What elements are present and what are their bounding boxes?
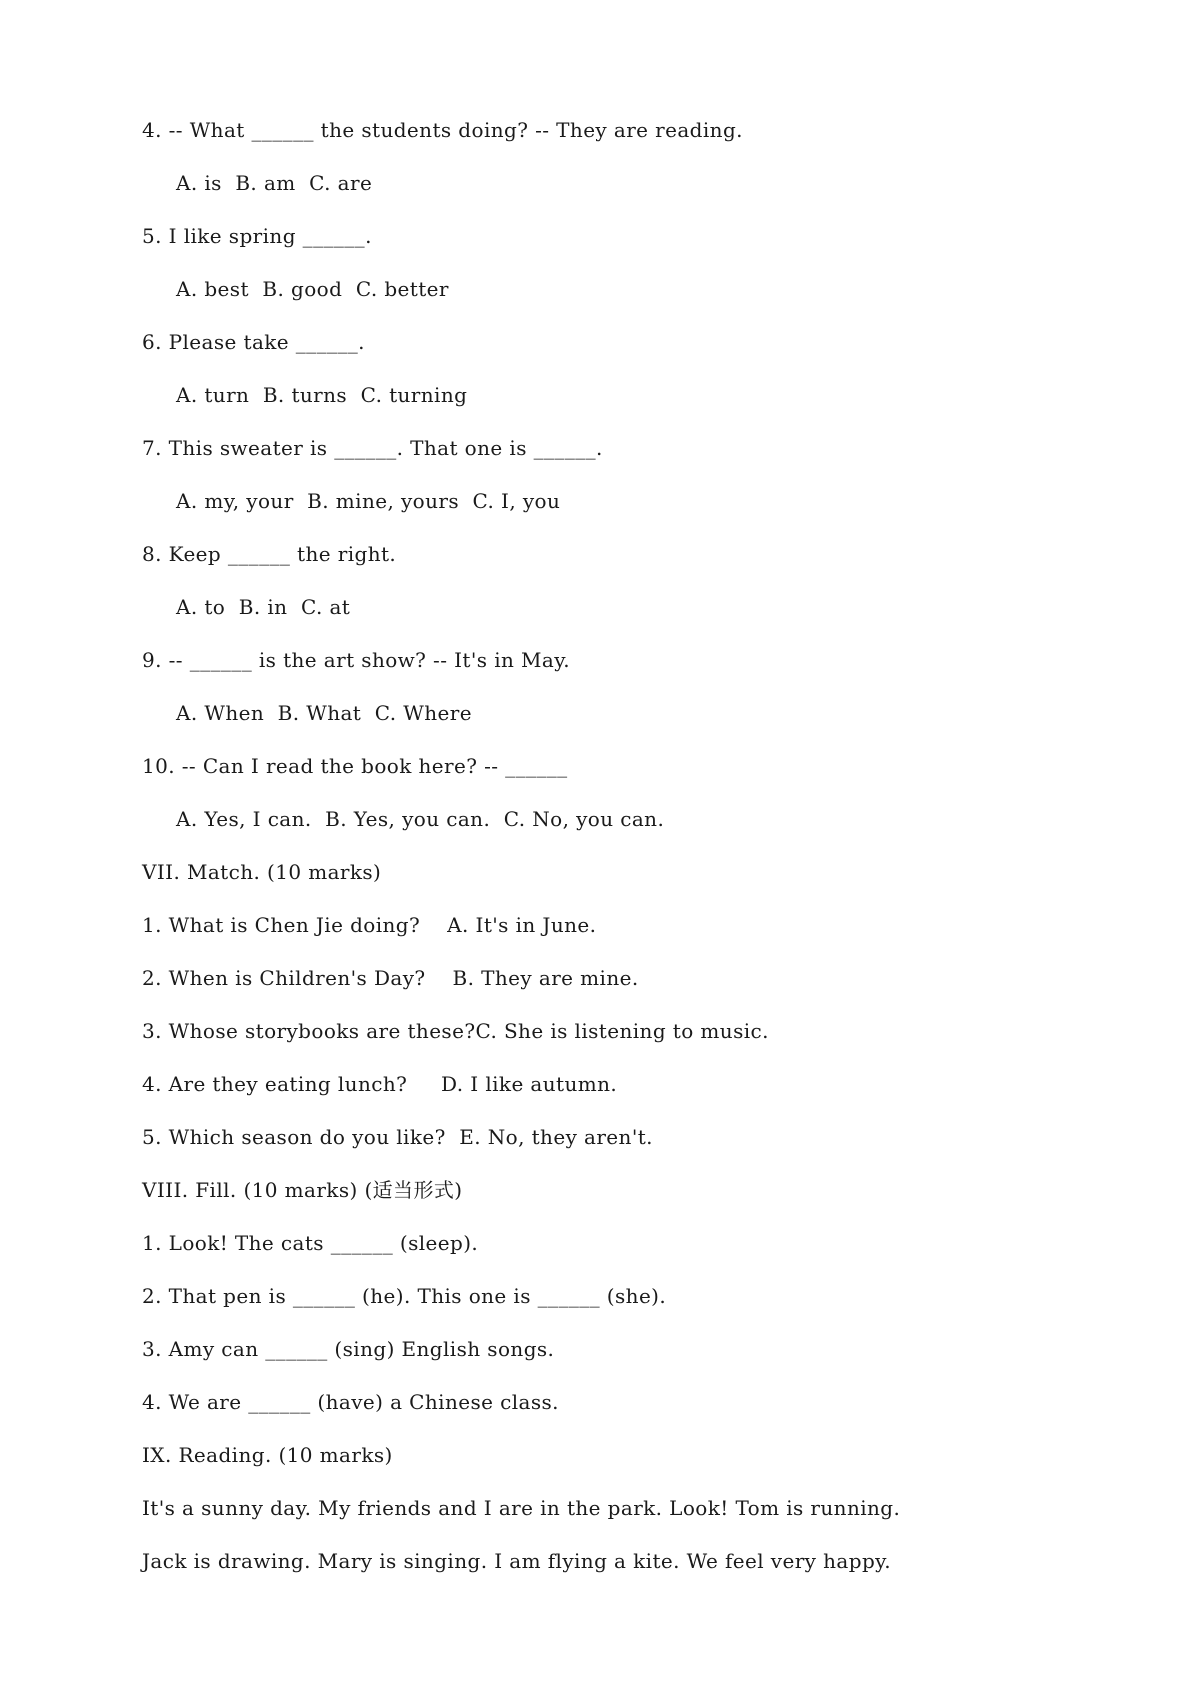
reading-paragraph-line-2: Jack is drawing. Mary is singing. I am flying a kite. We feel very happy. [142,1549,891,1573]
match-item-3: 3. Whose storybooks are these?C. She is listening to music. [142,1019,769,1043]
question-5-stem: 5. I like spring ______. [142,224,372,248]
question-5-options: A. best B. good C. better [176,277,449,301]
section-viii-heading: VIII. Fill. (10 marks) (适当形式) [142,1178,463,1202]
question-6-options: A. turn B. turns C. turning [176,383,468,407]
question-4-options: A. is B. am C. are [176,171,373,195]
question-6-stem: 6. Please take ______. [142,330,365,354]
question-8-options: A. to B. in C. at [176,595,351,619]
question-10-stem: 10. -- Can I read the book here? -- ______ [142,754,568,778]
match-item-2: 2. When is Children's Day? B. They are mine. [142,966,639,990]
question-9-stem: 9. -- ______ is the art show? -- It's in May. [142,648,571,672]
question-7-stem: 7. This sweater is ______. That one is ______. [142,436,603,460]
fill-item-3: 3. Amy can ______ (sing) English songs. [142,1337,555,1361]
question-9-options: A. When B. What C. Where [176,701,472,725]
section-vii-heading: VII. Match. (10 marks) [142,860,382,884]
match-item-1: 1. What is Chen Jie doing? A. It's in June. [142,913,597,937]
fill-item-1: 1. Look! The cats ______ (sleep). [142,1231,479,1255]
fill-item-2: 2. That pen is ______ (he). This one is ______ (she). [142,1284,667,1308]
match-item-5: 5. Which season do you like? E. No, they aren't. [142,1125,653,1149]
section-ix-heading: IX. Reading. (10 marks) [142,1443,393,1467]
question-7-options: A. my, your B. mine, yours C. I, you [176,489,561,513]
question-10-options: A. Yes, I can. B. Yes, you can. C. No, you can. [176,807,665,831]
reading-paragraph-line-1: It's a sunny day. My friends and I are in the park. Look! Tom is running. [142,1496,901,1520]
fill-item-4: 4. We are ______ (have) a Chinese class. [142,1390,559,1414]
question-4-stem: 4. -- What ______ the students doing? -- They are reading. [142,118,743,142]
match-item-4: 4. Are they eating lunch? D. I like autumn. [142,1072,618,1096]
question-8-stem: 8. Keep ______ the right. [142,542,397,566]
